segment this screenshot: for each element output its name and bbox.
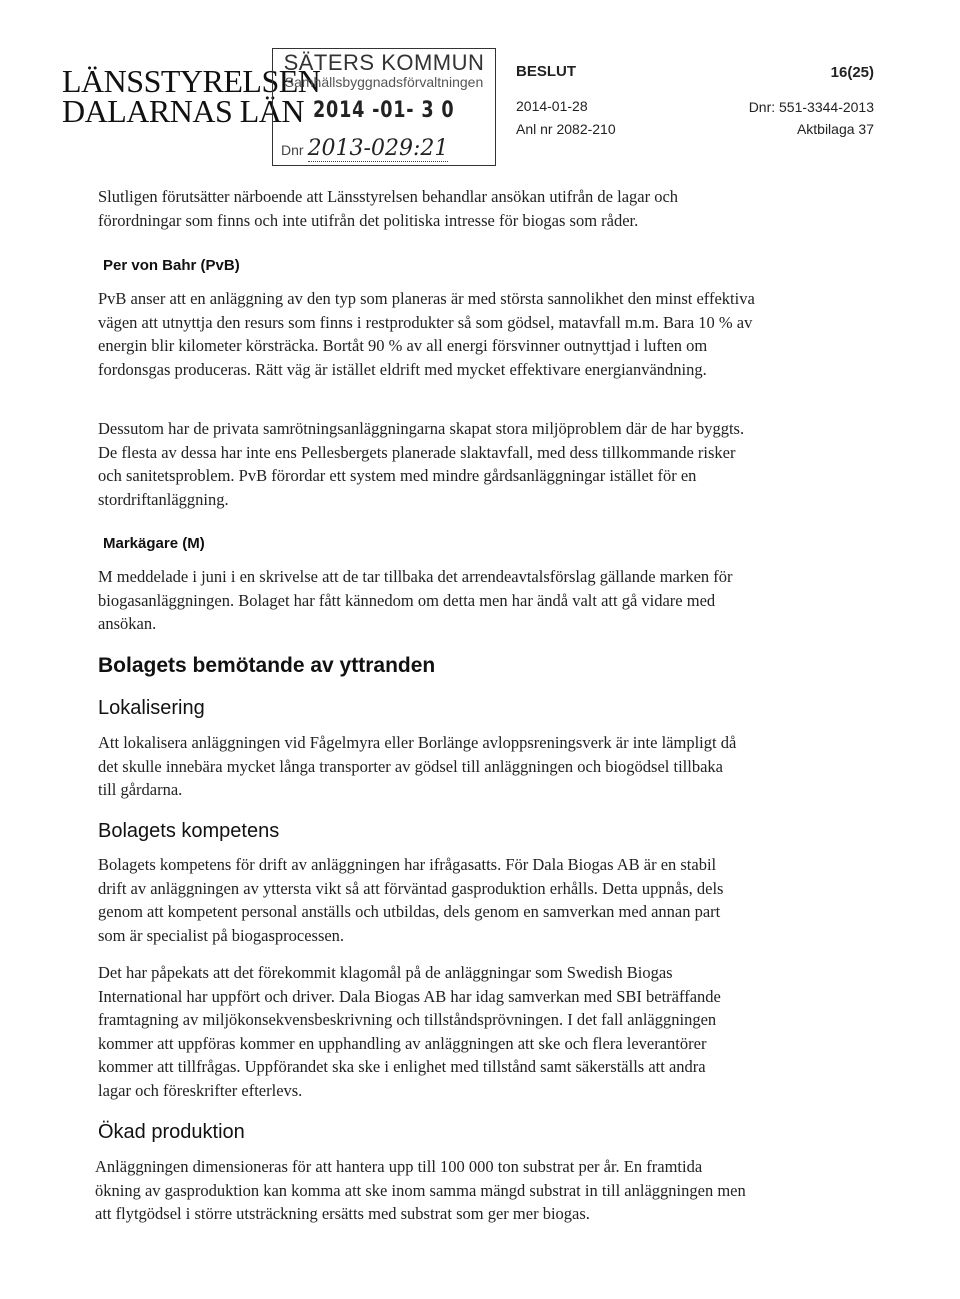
doc-date: 2014-01-28: [516, 98, 588, 114]
stamp-dept: Samhällsbyggnadsförvaltningen: [284, 74, 484, 90]
lokalisering-heading: Lokalisering: [98, 697, 205, 719]
pvb-paragraph-2: Dessutom har de privata samrötningsanläggningarna skapat stora miljöproblem där de har byggts. De flesta av dessa har inte ens Pellesbergets planerade slaktavfall, med dess tillkommande risker och sanitetsproblem. PvB förordar ett system med mindre gårdsanläggningar istället för en stordriftanläggning.: [98, 419, 745, 509]
logo-line-2: DALARNAS LÄN: [62, 93, 304, 129]
logo-line-1: LÄNSSTYRELSEN: [62, 63, 321, 99]
anl-nr: Anl nr 2082-210: [516, 121, 616, 137]
stamp-dnr: [281, 136, 448, 161]
kompetens-heading: Bolagets kompetens: [98, 820, 280, 842]
main-heading: Bolagets bemötande av yttranden: [98, 654, 436, 677]
okad-produktion-paragraph: Anläggningen dimensioneras för att hantera upp till 100 000 ton substrat per år. En framtida ökning av gasproduktion kan komma att ske inom samma mängd substrat in till anläggningen men att flytgödsel i större utsträckning ersätts med substrat som ger mer biogas.: [95, 1157, 746, 1223]
m-heading: Markägare (M): [103, 535, 205, 552]
stamp-org: SÄTERS KOMMUN: [283, 50, 485, 75]
lokalisering-paragraph: Att lokalisera anläggningen vid Fågelmyra eller Borlänge avloppsreningsverk är inte lämpligt då det skulle innebära mycket långa transporter av gödsel till anläggningen och biogödsel tillbaka till gårdarna.: [98, 733, 737, 799]
page-number: 16(25): [830, 64, 874, 81]
stamp-dnr-value: 2013-029:21: [307, 136, 449, 161]
kompetens-paragraph-1: Bolagets kompetens för drift av anläggningen har ifrågasatts. För Dala Biogas AB är en stabil drift av anläggningen av yttersta vikt så att förväntad gasproduktion erhålls. Detta uppnås, dels genom att kompetent personal anställs och utbildas, dels genom en samverkan med annan part som är specialist på biogasprocessen.: [98, 855, 724, 945]
stamp-dnr-label: Dnr: [281, 142, 304, 158]
okad-produktion-heading: Ökad produktion: [98, 1121, 245, 1143]
aktbilaga: Aktbilaga 37: [796, 121, 874, 137]
pvb-paragraph-1: PvB anser att en anläggning av den typ som planeras är med största sannolikhet den minst effektiva vägen att utnyttja den resurs som finns i restprodukter så som gödsel, matavfall m.m. Bara 10 % av energin blir kilometer körsträcka. Bortåt 90 % av all energi försvinner outnyttjad i luften om fordonsgas produceras. Rätt väg är istället eldrift med mycket effektivare energianvändning.: [98, 289, 755, 379]
received-stamp: [272, 48, 496, 166]
doc-type: BESLUT: [516, 63, 576, 80]
m-paragraph: M meddelade i juni i en skrivelse att de tar tillbaka det arrendeavtalsförslag gällande marken för biogasanläggningen. Bolaget har fått kännedom om detta men har ändå valt att gå vidare med ansökan.: [98, 567, 733, 633]
dnr: Dnr: 551-3344-2013: [748, 99, 874, 115]
stamp-date: 2014 -01- 3 0: [313, 98, 455, 123]
pvb-heading: Per von Bahr (PvB): [103, 257, 240, 274]
kompetens-paragraph-2: Det har påpekats att det förekommit klagomål på de anläggningar som Swedish Biogas International har uppfört och driver. Dala Biogas AB har idag samverkan med SBI beträffande framtagning av miljökonsekvensbeskrivning och tillståndsprövningen. I det fall anläggningen kommer att uppföras kommer en upphandling av anläggningen att ske och flera leverantörer kommer att tillfrågas. Uppförandet ska ske i enlighet med tillstånd samt säkerställs att andra lagar och föreskrifter efterlevs.: [98, 963, 721, 1100]
intro-paragraph: Slutligen förutsätter närboende att Länsstyrelsen behandlar ansökan utifrån de lagar och förordningar som finns och inte utifrån det politiska intresse för biogas som råder.: [98, 187, 679, 230]
